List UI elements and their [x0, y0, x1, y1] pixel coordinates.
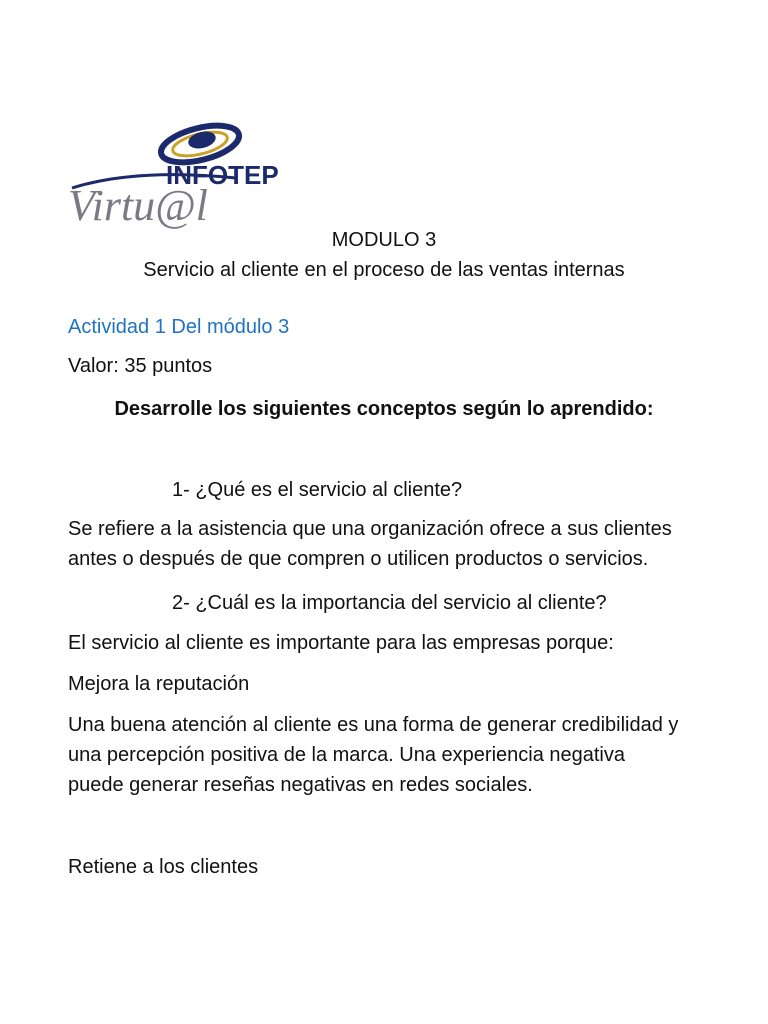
- point-1-heading: Mejora la reputación: [68, 673, 250, 695]
- logo-script-text: Virtu@l: [68, 181, 208, 230]
- answer-1-line-2: antes o después de que compren o utilicen productos o servicios.: [68, 548, 649, 570]
- infotep-virtual-logo: [66, 118, 279, 230]
- point-1-body-line-1: Una buena atención al cliente es una forma de generar credibilidad y: [68, 714, 679, 736]
- logo-brand-text: INFOTEP: [166, 160, 279, 190]
- module-heading: MODULO 3: [331, 229, 437, 251]
- activity-instruction: Desarrolle los siguientes conceptos según lo aprendido:: [114, 398, 654, 420]
- answer-2-intro: El servicio al cliente es importante para las empresas porque:: [68, 632, 614, 654]
- course-title: Servicio al cliente en el proceso de las ventas internas: [143, 259, 625, 281]
- point-1-body-line-3: puede generar reseñas negativas en redes sociales.: [68, 774, 533, 796]
- point-1-body-line-2: una percepción positiva de la marca. Una experiencia negativa: [68, 744, 626, 766]
- activity-title: Actividad 1 Del módulo 3: [68, 316, 290, 338]
- infotep-logo-graphic: [66, 118, 279, 230]
- point-2-heading: Retiene a los clientes: [68, 856, 259, 878]
- question-2: 2- ¿Cuál es la importancia del servicio al cliente?: [172, 592, 607, 614]
- answer-1-line-1: Se refiere a la asistencia que una organización ofrece a sus clientes: [68, 518, 672, 540]
- question-1: 1- ¿Qué es el servicio al cliente?: [172, 479, 463, 501]
- activity-value: Valor: 35 puntos: [68, 355, 213, 377]
